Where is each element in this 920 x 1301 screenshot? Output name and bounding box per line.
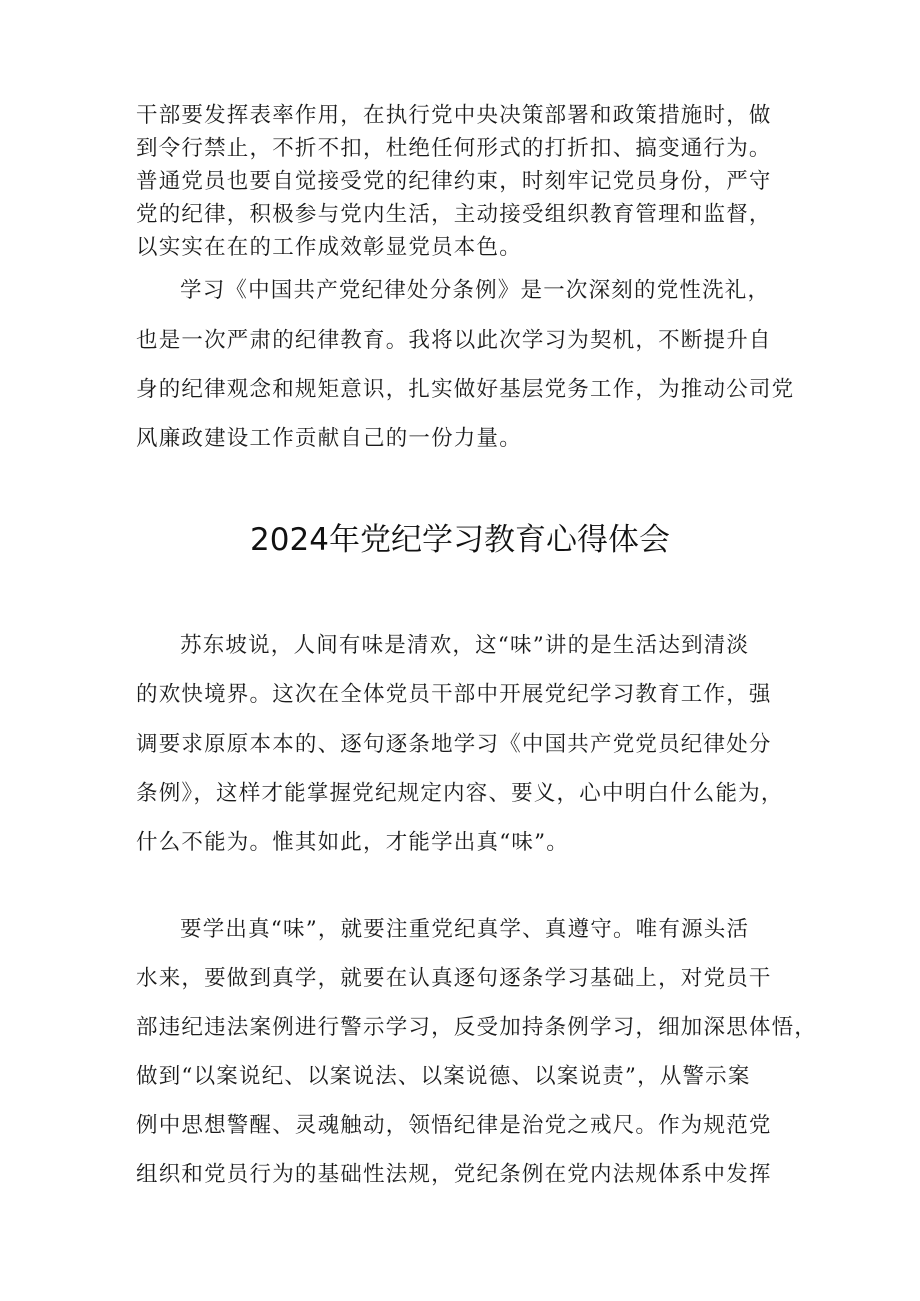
text-line: 的欢快境界。这次在全体党员干部中开展党纪学习教育工作，强: [136, 682, 772, 707]
text-line: 组织和党员行为的基础性法规，党纪条例在党内法规体系中发挥: [136, 1162, 772, 1187]
text-line: 水来，要做到真学，就要在认真逐句逐条学习基础上，对党员干: [136, 966, 772, 991]
text-line: 什么不能为。惟其如此，才能学出真“味”。: [136, 830, 569, 855]
text-line: 干部要发挥表率作用，在执行党中央决策部署和政策措施时，做: [136, 103, 772, 128]
text-line: 党的纪律，积极参与党内生活，主动接受组织教育管理和监督，: [136, 202, 772, 227]
text-line: 以实实在在的工作成效彰显党员本色。: [136, 235, 522, 260]
text-line: 苏东坡说，人间有味是清欢，这“味”讲的是生活达到清淡: [180, 633, 750, 658]
text-line: 条例》，这样才能掌握党纪规定内容、要义，心中明白什么能为，: [136, 781, 784, 806]
text-line: 普通党员也要自觉接受党的纪律约束，时刻牢记党员身份，严守: [136, 169, 772, 194]
text-line: 做到“以案说纪、以案说法、以案说德、以案说责”，从警示案: [136, 1064, 751, 1089]
text-line: 风廉政建设工作贡献自己的一份力量。: [136, 426, 522, 451]
text-line: 部违纪违法案例进行警示学习，反受加持条例学习，细加深思体悟，: [136, 1015, 818, 1040]
text-line: 也是一次严肃的纪律教育。我将以此次学习为契机，不断提升自: [136, 328, 772, 353]
text-line: 调要求原原本本的、逐句逐条地学习《中国共产党党员纪律处分: [136, 732, 772, 757]
text-line: 要学出真“味”，就要注重党纪真学、真遵守。唯有源头活: [180, 917, 750, 942]
text-line: 例中思想警醒、灵魂触动，领悟纪律是治党之戒尺。作为规范党: [136, 1113, 772, 1138]
text-line: 到令行禁止，不折不扣，杜绝任何形式的打折扣、搞变通行为。: [136, 136, 772, 161]
document-title: 2024年党纪学习教育心得体会: [250, 522, 670, 558]
text-line: 学习《中国共产党纪律处分条例》是一次深刻的党性洗礼，: [180, 278, 771, 303]
text-line: 身的纪律观念和规矩意识，扎实做好基层党务工作，为推动公司党: [136, 377, 795, 402]
